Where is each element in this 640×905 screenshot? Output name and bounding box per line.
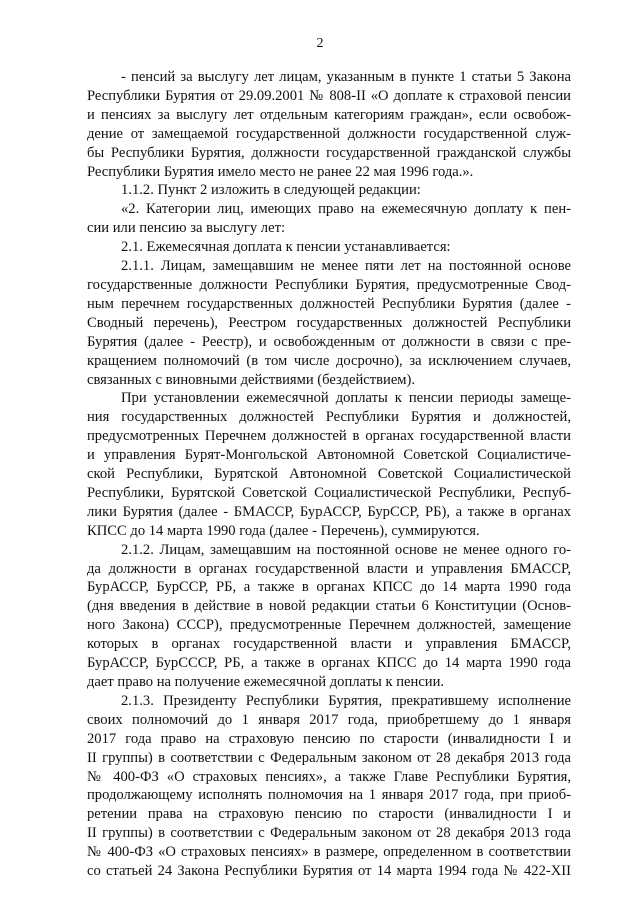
text-line: Республики Бурятия имело место не ранее 22 мая 1996 года.». bbox=[87, 163, 474, 180]
text-line: КПСС до 14 марта 1990 года (далее - Перечень), суммируются. bbox=[87, 522, 480, 539]
text-line: БурАССР, БурССР, РБ, а также в органах КПСС до 14 марта 1990 года bbox=[87, 579, 571, 596]
text-line: 2.1. Ежемесячная доплата к пенсии устанавливается: bbox=[121, 239, 451, 256]
text-line: Сводный перечень), Реестром государственных должностей Республики bbox=[87, 314, 571, 331]
text-line: 2.1.1. Лицам, замещавшим не менее пяти лет на постоянной основе bbox=[121, 258, 571, 275]
text-line: 2017 года право на страховую пенсию по старости (инвалидности I и bbox=[87, 730, 571, 747]
text-line: предусмотренных Перечнем должностей в органах государственной власти bbox=[87, 428, 571, 445]
text-line: ния государственных должностей Республики Бурятия и должностей, bbox=[87, 409, 571, 426]
text-line: БурАССР, БурСССР, РБ, а также в органах КПСС до 14 марта 1990 года bbox=[87, 655, 571, 672]
text-line: № 400-ФЗ «О страховых пенсиях», а также Главе Республики Бурятия, bbox=[87, 768, 571, 785]
text-line: II группы) в соответствии с Федеральным законом от 28 декабря 2013 года bbox=[87, 749, 571, 766]
text-line: 1.1.2. Пункт 2 изложить в следующей редакции: bbox=[121, 182, 421, 199]
text-line: дает право на получение ежемесячной доплаты к пенсии. bbox=[87, 674, 445, 690]
text-line: сии или пенсию за выслугу лет: bbox=[87, 220, 285, 237]
text-line: № 400-ФЗ «О страховых пенсиях» в размере, определенном в соответствии bbox=[87, 844, 571, 861]
text-line: государственные должности Республики Бурятия, предусмотренные Свод- bbox=[87, 276, 571, 293]
text-line: ретении права на страховую пенсию по старости (инвалидности I и bbox=[87, 806, 571, 823]
text-line: При установлении ежемесячной доплаты к пенсии периоды замеще- bbox=[121, 390, 571, 407]
text-line: со статьей 24 Закона Республики Бурятия от 14 марта 1994 года № 422-XII bbox=[87, 863, 571, 880]
text-line: кращением полномочий (в том числе досрочно), за исключением случаев, bbox=[87, 352, 571, 369]
text-line: - пенсий за выслугу лет лицам, указанным в пункте 1 статьи 5 Закона bbox=[121, 69, 571, 85]
text-line: Бурятия (далее - Реестр), и освобожденным от должности в связи с пре- bbox=[87, 333, 571, 350]
page-number: 2 bbox=[316, 36, 324, 51]
text-line: 2.1.2. Лицам, замещавшим на постоянной основе не менее одного го- bbox=[121, 541, 571, 558]
text-line: и пенсиях за выслугу лет отдельным категориям граждан», если освобож- bbox=[87, 106, 571, 123]
text-line: продолжающему исполнять полномочия на 1 января 2017 года, при приоб- bbox=[87, 787, 571, 804]
text-line: «2. Категории лиц, имеющих право на ежемесячную доплату к пен- bbox=[121, 201, 571, 218]
text-line: ным перечнем государственных должностей Республики Бурятия (далее - bbox=[87, 295, 571, 312]
text-line: ного Закона) СССР), предусмотренные Перечнем должностей, замещение bbox=[87, 617, 571, 634]
text-line: дение от замещаемой государственной должности государственной служ- bbox=[87, 125, 571, 142]
text-line: которых в органах государственной власти и управления БМАССР, bbox=[87, 636, 571, 653]
text-line: да должности в органах государственной власти и управления БМАССР, bbox=[87, 560, 571, 577]
document-body bbox=[87, 68, 571, 881]
text-line: связанных с виновными действиями (бездействием). bbox=[87, 371, 416, 388]
text-line: лики Бурятия (далее - БМАССР, БурАССР, БурССР, РБ), а также в органах bbox=[87, 503, 571, 520]
text-line: и управления Бурят-Монгольской Автономной Советской Социалистиче- bbox=[87, 447, 571, 464]
text-line: II группы) в соответствии с Федеральным законом от 28 декабря 2013 года bbox=[87, 825, 571, 842]
text-line: (дня введения в действие в новой редакции статьи 6 Конституции (Основ- bbox=[87, 598, 571, 615]
text-line: Республики Бурятия от 29.09.2001 № 808-II «О доплате к страховой пенсии bbox=[87, 87, 571, 104]
text-line: ской Республики, Бурятской Автономной Советской Социалистической bbox=[87, 466, 571, 483]
text-line: своих полномочий до 1 января 2017 года, приобретшему до 1 января bbox=[87, 711, 571, 728]
text-line: бы Республики Бурятия, должности государственной гражданской службы bbox=[87, 144, 571, 161]
text-line: 2.1.3. Президенту Республики Бурятия, прекратившему исполнение bbox=[121, 692, 571, 709]
text-line: Республики, Бурятской Советской Социалистической Республики, Респуб- bbox=[87, 484, 571, 501]
